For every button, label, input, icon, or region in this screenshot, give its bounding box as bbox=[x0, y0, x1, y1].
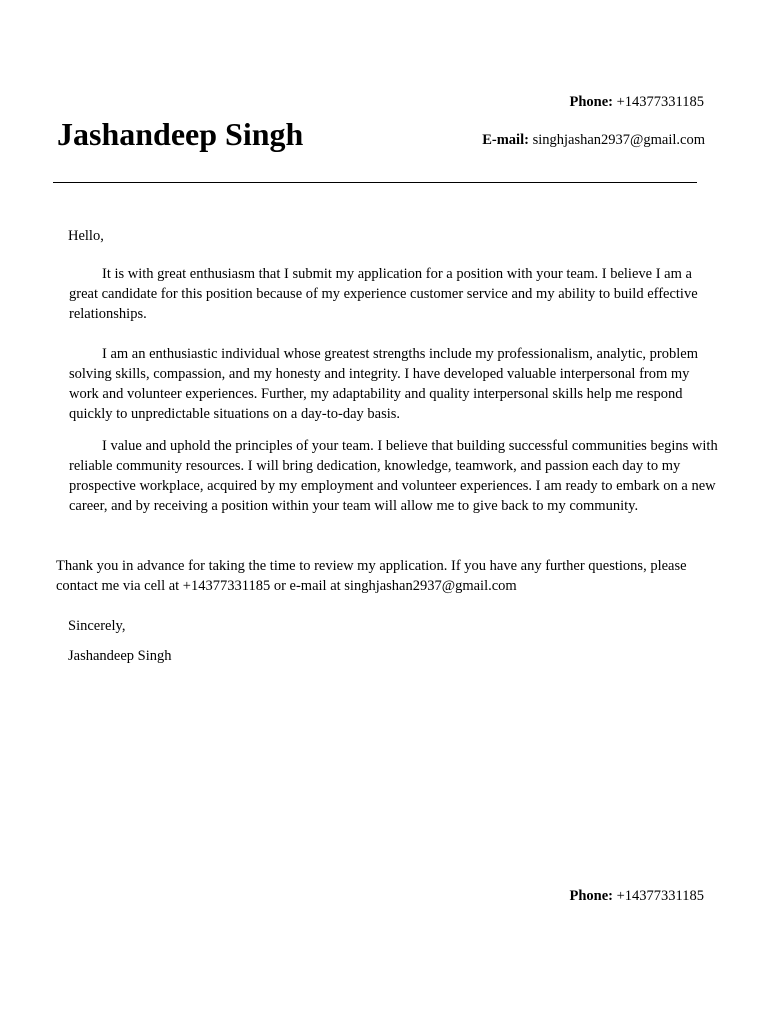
letter-paragraph-3: I value and uphold the principles of your team. I believe that building successful communities begins with reliable community resources. I will bring dedication, knowledge, teamwork, and passion each day to my prospective workplace, acquired by my employment and volunteer experiences. I am ready to embark on a new career, and by receiving a position within your team will allow me to give back to my community. bbox=[69, 438, 718, 514]
footer-phone-label: Phone: bbox=[569, 888, 613, 904]
letter-closing: Sincerely, bbox=[68, 618, 126, 634]
phone-value: +14377331185 bbox=[612, 94, 704, 110]
email-value: singhjashan2937@gmail.com bbox=[528, 132, 705, 148]
letter-paragraph-4: Thank you in advance for taking the time to review my application. If you have any further questions, please contact me via cell at +14377331185 or e-mail at singhjashan2937@gmail.com bbox=[56, 558, 687, 594]
footer-phone-value: +14377331185 bbox=[612, 888, 704, 904]
letter-greeting: Hello, bbox=[68, 228, 104, 244]
letter-paragraph-2: I am an enthusiastic individual whose greatest strengths include my professionalism, analytic, problem solving skills, compassion, and my honesty and integrity. I have developed valuable interpersonal from my work and volunteer experiences. Further, my adaptability and quality interpersonal skills help me respond quickly to unpredictable situations on a day-to-day basis. bbox=[69, 346, 698, 422]
header-phone bbox=[569, 93, 704, 111]
letter-signature: Jashandeep Singh bbox=[68, 648, 172, 664]
header-email bbox=[482, 131, 705, 149]
footer-phone bbox=[569, 887, 704, 905]
letter-paragraph-1: It is with great enthusiasm that I submit my application for a position with your team. I believe I am a great candidate for this position because of my experience customer service and my ability to build effective relationships. bbox=[69, 266, 698, 322]
phone-label: Phone: bbox=[569, 94, 613, 110]
applicant-name: Jashandeep Singh bbox=[57, 116, 304, 152]
email-label: E-mail: bbox=[482, 132, 529, 148]
header-divider bbox=[53, 182, 697, 183]
